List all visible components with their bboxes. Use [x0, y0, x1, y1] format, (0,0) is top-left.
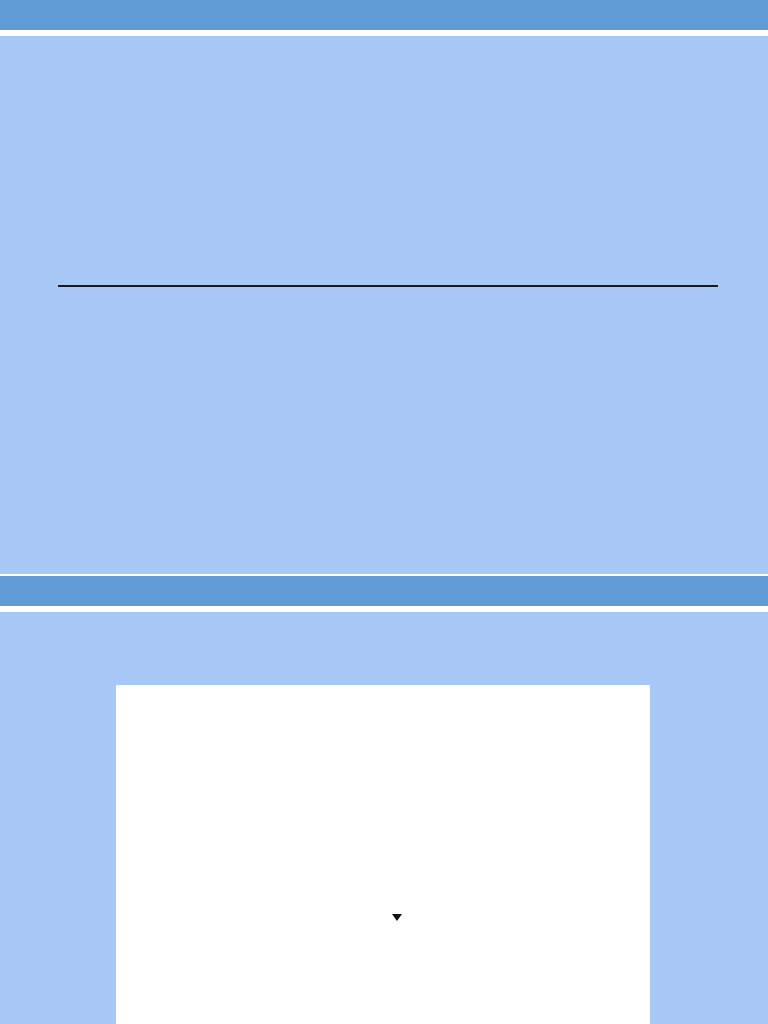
middle-band: [0, 576, 768, 606]
horizontal-rule: [58, 285, 718, 287]
ecg-strip-three-leads: [248, 685, 480, 827]
ecg-strip-carotid: [122, 893, 606, 1024]
arrow-down-icon: [392, 914, 402, 921]
top-band: [0, 0, 768, 30]
ecg-figure: [116, 685, 650, 1024]
